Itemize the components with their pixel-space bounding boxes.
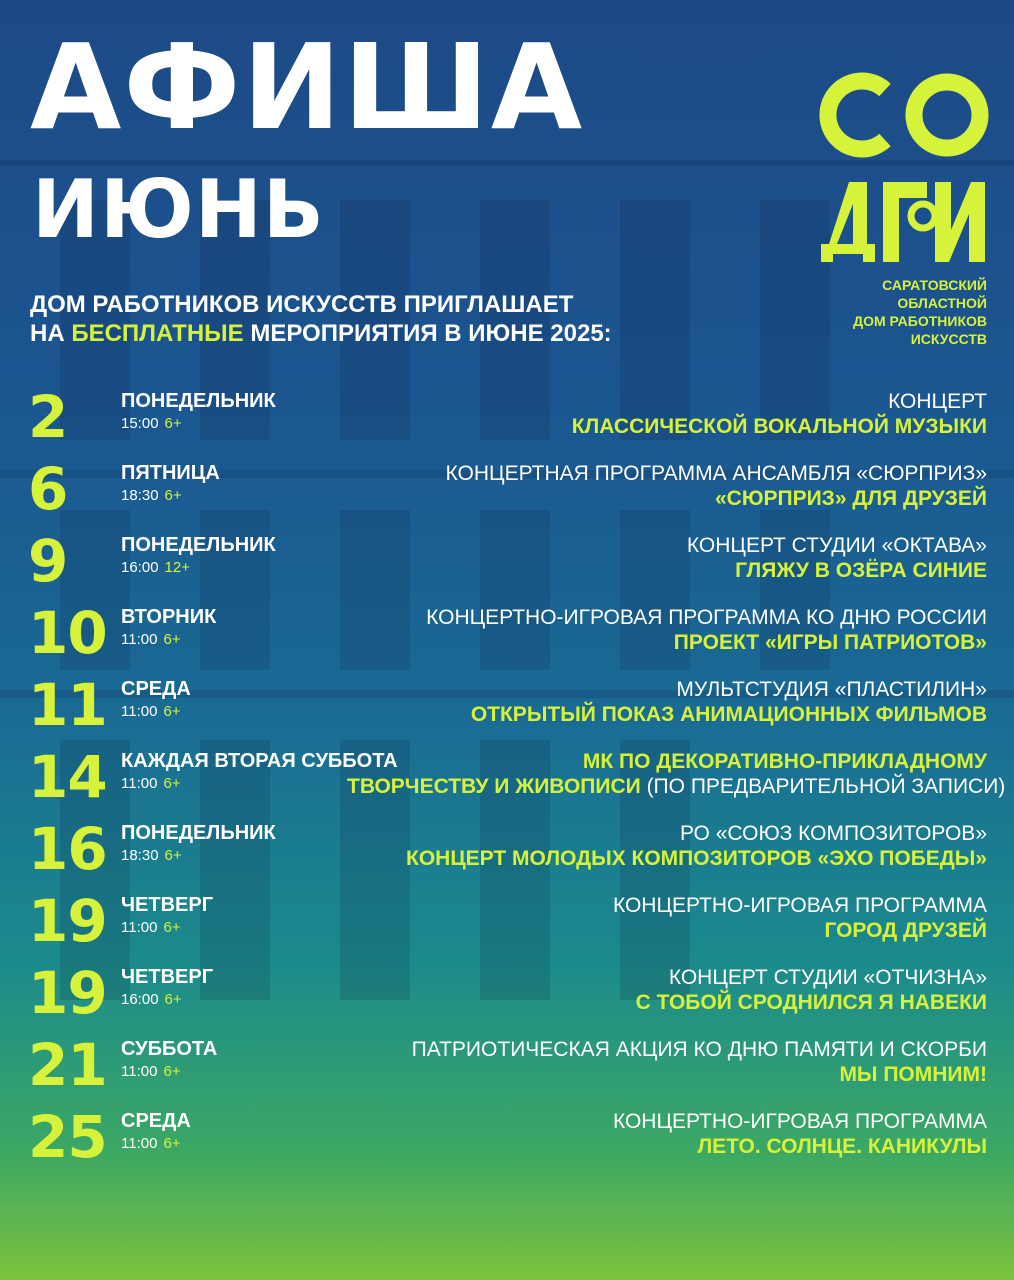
event-description: [347, 389, 987, 439]
event-weekday: ВТОРНИК: [121, 606, 217, 628]
event-description: [347, 821, 987, 871]
event-time-age: [121, 703, 181, 721]
event-day: 10: [28, 599, 107, 667]
event-title-text: «СЮРПРИЗ» ДЛЯ ДРУЗЕЙ: [714, 487, 987, 510]
event-time: 11:00: [121, 1063, 158, 1080]
event-weekday: ПОНЕДЕЛЬНИК: [121, 390, 276, 412]
event-row: [0, 528, 1014, 600]
event-age-rating: 6+: [164, 487, 182, 504]
event-description: [347, 533, 987, 583]
event-type: КОНЦЕРТ СТУДИИ «ОКТАВА»: [686, 534, 987, 557]
event-note: (ПО ПРЕДВАРИТЕЛЬНОЙ ЗАПИСИ): [640, 775, 1006, 798]
event-weekday: ПОНЕДЕЛЬНИК: [121, 534, 276, 556]
event-description: [347, 677, 987, 727]
event-age-rating: 6+: [164, 991, 182, 1008]
event-type: КОНЦЕРТНО-ИГРОВАЯ ПРОГРАММА: [612, 894, 987, 917]
event-row: [0, 744, 1014, 816]
event-title: [347, 702, 987, 727]
event-description: [347, 965, 987, 1015]
event-title-text: МЫ ПОМНИМ!: [839, 1063, 987, 1086]
event-title: [347, 1062, 987, 1087]
event-weekday: КАЖДАЯ ВТОРАЯ СУББОТА: [121, 750, 398, 772]
event-title-text: ТВОРЧЕСТВУ И ЖИВОПИСИ: [347, 775, 641, 798]
event-type: МК ПО ДЕКОРАТИВНО-ПРИКЛАДНОМУ: [582, 750, 987, 773]
event-row: [0, 1104, 1014, 1176]
event-day: 19: [28, 959, 107, 1027]
event-title-text: ОТКРЫТЫЙ ПОКАЗ АНИМАЦИОННЫХ ФИЛЬМОВ: [470, 703, 987, 726]
event-age-rating: 12+: [164, 559, 190, 576]
logo-caption-line: САРАТОВСКИЙ: [882, 277, 987, 293]
event-title-text: ГОРОД ДРУЗЕЙ: [824, 919, 987, 942]
event-time: 11:00: [121, 919, 158, 936]
event-time-age: [121, 847, 182, 865]
event-time: 11:00: [121, 631, 158, 648]
event-description: [347, 1109, 987, 1159]
logo-caption: [805, 276, 995, 348]
poster-month: ИЮНЬ: [32, 163, 325, 256]
event-weekday: ПЯТНИЦА: [121, 462, 220, 484]
event-age-rating: 6+: [163, 703, 181, 720]
event-day: 9: [28, 527, 68, 595]
event-weekday: СРЕДА: [121, 1110, 191, 1132]
event-type: ПАТРИОТИЧЕСКАЯ АКЦИЯ КО ДНЮ ПАМЯТИ И СКОРБИ: [411, 1038, 987, 1061]
event-day: 11: [28, 671, 107, 739]
event-title-text: ЛЕТО. СОЛНЦЕ. КАНИКУЛЫ: [697, 1135, 987, 1158]
event-time: 16:00: [121, 991, 159, 1008]
event-time: 18:30: [121, 847, 159, 864]
logo-caption-line: ИСКУССТВ: [910, 331, 987, 347]
event-time: 16:00: [121, 559, 159, 576]
intro-word-na: НА: [30, 320, 65, 347]
event-title: [347, 486, 987, 511]
event-age-rating: 6+: [163, 775, 181, 792]
event-row: [0, 600, 1014, 672]
event-title-text: ГЛЯЖУ В ОЗЁРА СИНИЕ: [735, 559, 987, 582]
event-day: 14: [28, 743, 107, 811]
event-time-age: [121, 919, 181, 937]
event-row: [0, 456, 1014, 528]
event-time: 11:00: [121, 1135, 158, 1152]
event-row: [0, 672, 1014, 744]
event-type: КОНЦЕРТ СТУДИИ «ОТЧИЗНА»: [668, 966, 987, 989]
event-age-rating: 6+: [163, 1135, 181, 1152]
event-type: КОНЦЕРТНО-ИГРОВАЯ ПРОГРАММА КО ДНЮ РОССИИ: [426, 606, 987, 629]
event-time-age: [121, 991, 182, 1009]
event-type: КОНЦЕРТ: [888, 390, 987, 413]
logo: [805, 70, 995, 348]
event-weekday: СУББОТА: [121, 1038, 218, 1060]
event-title: [347, 558, 987, 583]
event-title: [347, 774, 1006, 799]
event-time-age: [121, 1135, 181, 1153]
event-age-rating: 6+: [163, 1063, 181, 1080]
event-title-text: КЛАССИЧЕСКОЙ ВОКАЛЬНОЙ МУЗЫКИ: [571, 415, 987, 438]
event-day: 2: [28, 383, 68, 451]
event-row: [0, 888, 1014, 960]
event-time-age: [121, 631, 181, 649]
event-title-text: ПРОЕКТ «ИГРЫ ПАТРИОТОВ»: [673, 631, 987, 654]
event-day: 16: [28, 815, 107, 883]
event-description: [347, 1037, 987, 1087]
event-weekday: ЧЕТВЕРГ: [121, 894, 214, 916]
event-title-text: С ТОБОЙ СРОДНИЛСЯ Я НАВЕКИ: [635, 991, 987, 1014]
event-type: МУЛЬТСТУДИЯ «ПЛАСТИЛИН»: [676, 678, 987, 701]
event-title-text: КОНЦЕРТ МОЛОДЫХ КОМПОЗИТОРОВ «ЭХО ПОБЕДЫ»: [406, 847, 987, 870]
event-title: [347, 846, 987, 871]
event-time-age: [121, 775, 181, 793]
event-time: 11:00: [121, 775, 158, 792]
event-day: 6: [28, 455, 68, 523]
event-description: [347, 893, 987, 943]
event-weekday: СРЕДА: [121, 678, 191, 700]
intro-free-highlight: БЕСПЛАТНЫЕ: [71, 320, 244, 347]
logo-caption-line: ОБЛАСТНОЙ: [897, 295, 987, 311]
logo-caption-line: ДОМ РАБОТНИКОВ: [853, 313, 987, 329]
event-title: [347, 990, 987, 1015]
event-day: 25: [28, 1103, 107, 1171]
event-row: [0, 1032, 1014, 1104]
event-type: КОНЦЕРТНО-ИГРОВАЯ ПРОГРАММА: [612, 1110, 987, 1133]
intro-events-text: МЕРОПРИЯТИЯ В ИЮНЕ 2025:: [250, 320, 612, 347]
event-age-rating: 6+: [164, 847, 182, 864]
event-title: [347, 414, 987, 439]
event-weekday: ЧЕТВЕРГ: [121, 966, 214, 988]
event-age-rating: 6+: [164, 415, 182, 432]
event-title: [347, 918, 987, 943]
event-row: [0, 960, 1014, 1032]
intro-line-2: [30, 319, 730, 348]
event-time: 18:30: [121, 487, 159, 504]
poster-title: АФИША: [30, 18, 585, 156]
event-weekday: ПОНЕДЕЛЬНИК: [121, 822, 276, 844]
events-list: [0, 384, 1014, 1176]
event-description: [347, 605, 987, 655]
event-title: [347, 630, 987, 655]
event-description: [347, 749, 1006, 799]
event-type: КОНЦЕРТНАЯ ПРОГРАММА АНСАМБЛЯ «СЮРПРИЗ»: [445, 462, 987, 485]
event-time: 15:00: [121, 415, 159, 432]
event-day: 21: [28, 1031, 107, 1099]
event-time-age: [121, 1063, 181, 1081]
event-row: [0, 384, 1014, 456]
event-time-age: [121, 559, 190, 577]
event-day: 19: [28, 887, 107, 955]
event-title: [347, 1134, 987, 1159]
intro-line-1: ДОМ РАБОТНИКОВ ИСКУССТВ ПРИГЛАШАЕТ: [30, 291, 574, 318]
event-row: [0, 816, 1014, 888]
event-age-rating: 6+: [163, 631, 181, 648]
sodri-logo-icon: [811, 70, 989, 270]
intro-text: [30, 290, 730, 348]
event-age-rating: 6+: [163, 919, 181, 936]
event-description: [347, 461, 987, 511]
event-type: РО «СОЮЗ КОМПОЗИТОРОВ»: [680, 822, 987, 845]
event-time: 11:00: [121, 703, 158, 720]
event-time-age: [121, 415, 182, 433]
event-time-age: [121, 487, 182, 505]
